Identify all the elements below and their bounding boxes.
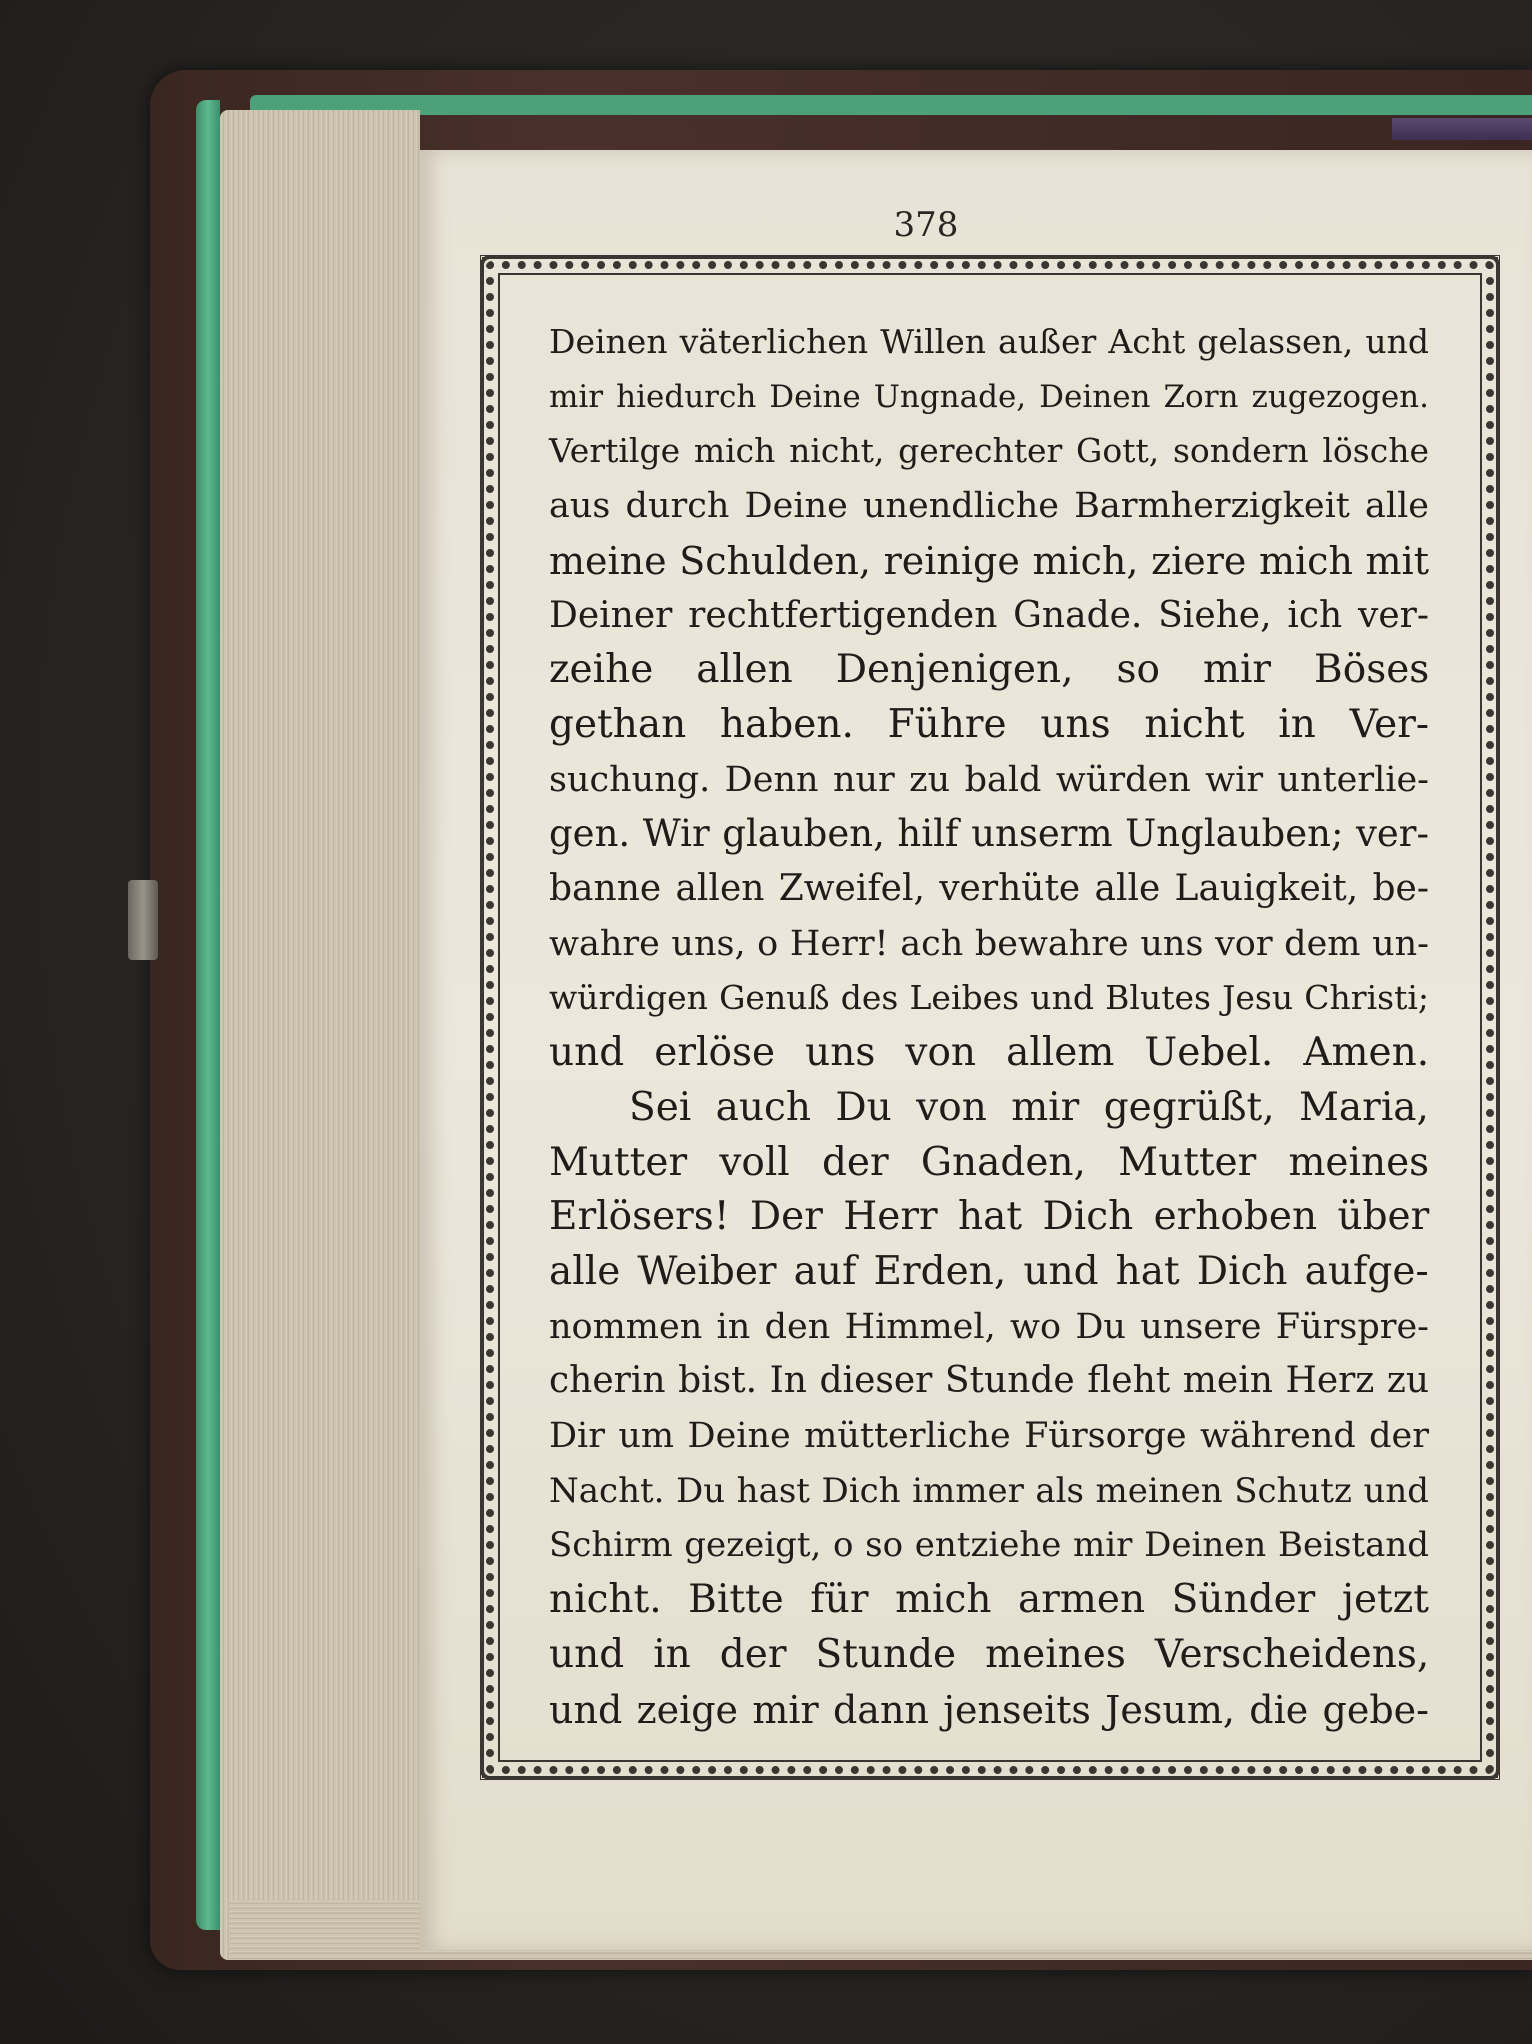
text-line: und in der Stunde meines Verscheidens, xyxy=(549,1631,1430,1677)
text-line: gen. Wir glauben, hilf unserm Unglauben; ver- xyxy=(549,812,1429,856)
text-line: wahre uns, o Herr! ach bewahre uns vor dem un- xyxy=(549,923,1429,964)
text-line: Erlösers! Der Herr hat Dich erhoben über xyxy=(549,1194,1430,1240)
page-text xyxy=(549,315,1429,1737)
book-clasp xyxy=(128,880,158,960)
text-line: Deinen väterlichen Willen außer Acht gelassen, und xyxy=(549,322,1429,361)
text-line: meine Schulden, reinige mich, ziere mich mit xyxy=(549,538,1429,583)
text-line: würdigen Genuß des Leibes und Blutes Jesu Christi; xyxy=(549,978,1429,1018)
text-line: Dir um Deine mütterliche Fürsorge während der xyxy=(549,1416,1429,1457)
text-line: zeihe allen Denjenigen, so mir Böses xyxy=(549,647,1430,693)
text-line: aus durch Deine unendliche Barmherzigkeit alle xyxy=(549,486,1429,527)
text-line: cherin bist. In dieser Stunde fleht mein Herz zu xyxy=(549,1360,1429,1402)
text-line: nommen in den Himmel, wo Du unsere Fürspre- xyxy=(549,1306,1429,1347)
text-line: alle Weiber auf Erden, und hat Dich aufge- xyxy=(549,1248,1429,1294)
text-line: und zeige mir dann jenseits Jesum, die gebe- xyxy=(549,1687,1429,1732)
text-line: mir hiedurch Deine Ungnade, Deinen Zorn zugezogen. xyxy=(549,378,1429,415)
page-stack-edges xyxy=(220,110,420,1960)
text-line: Deiner rechtfertigenden Gnade. Siehe, ich ver- xyxy=(549,594,1429,636)
green-page-edge-left xyxy=(196,100,220,1930)
text-line: Mutter voll der Gnaden, Mutter meines xyxy=(549,1139,1430,1185)
text-line: Sei auch Du von mir gegrüßt, Maria, xyxy=(629,1084,1429,1130)
text-line: nicht. Bitte für mich armen Sünder jetzt xyxy=(549,1577,1429,1623)
ornamental-frame xyxy=(480,255,1500,1780)
text-line: Schirm gezeigt, o so entziehe mir Deinen Beistand xyxy=(549,1525,1429,1566)
text-line: Vertilge mich nicht, gerechter Gott, sondern lösche xyxy=(549,431,1429,471)
ribbon-bookmark xyxy=(1392,118,1532,140)
book-page xyxy=(420,150,1532,1950)
text-line: Nacht. Du hast Dich immer als meinen Schutz und xyxy=(549,1470,1429,1511)
green-page-edge-top xyxy=(250,95,1532,115)
text-line: suchung. Denn nur zu bald würden wir unterlie- xyxy=(549,759,1429,800)
text-line: banne allen Zweifel, verhüte alle Lauigkeit, be- xyxy=(549,868,1429,910)
text-line: und erlöse uns von allem Uebel. Amen. xyxy=(549,1030,1430,1076)
text-line: gethan haben. Führe uns nicht in Ver- xyxy=(549,701,1430,747)
page-number: 378 xyxy=(893,205,959,245)
